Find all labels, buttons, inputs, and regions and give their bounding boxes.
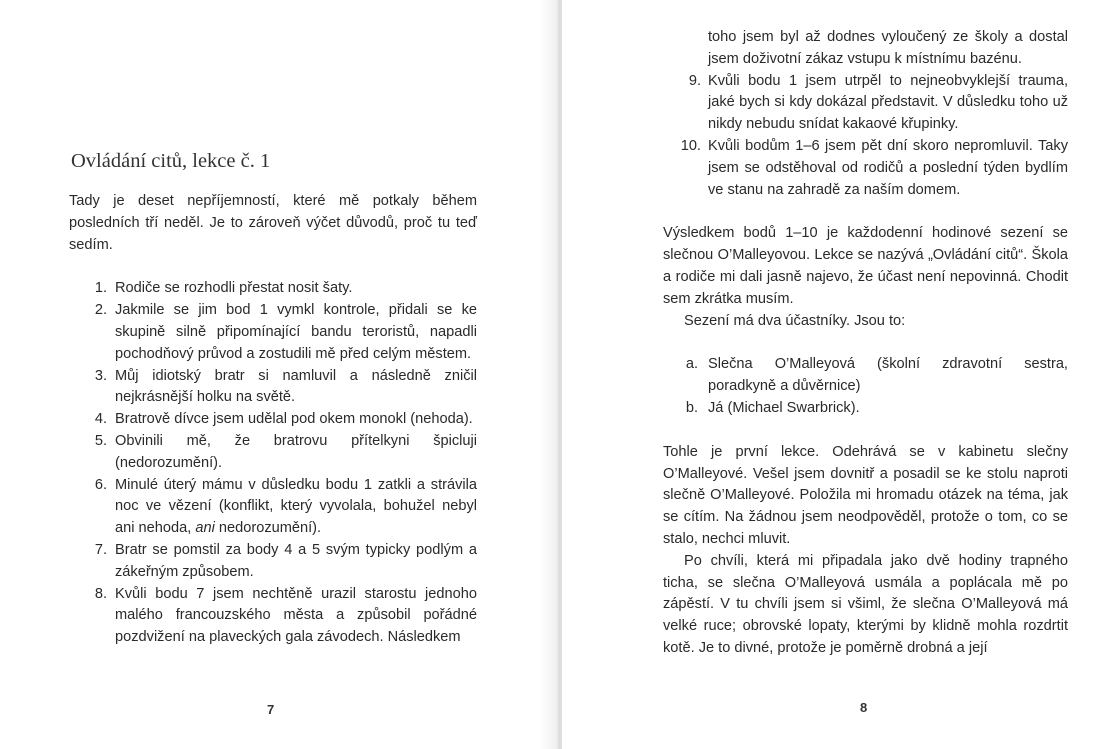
- list-item: [663, 354, 1068, 398]
- numbered-list: [69, 278, 477, 649]
- list-marker: 6.: [94, 476, 107, 493]
- spacer: [663, 420, 1068, 442]
- list-item-text: Já (Michael Swarbrick).: [708, 399, 860, 416]
- body-paragraph: Tohle je první lekce. Odehrává se v kabinetu slečny O’Malleyové. Vešel jsem dovnitř a posadil se ke stolu naproti slečně O’Malleyové. Položila mi hromadu otázek na téma, jak se cítím. Na žádnou jsem neodpověděl, protože o tom, co se stalo, nechci mluvit.: [663, 443, 1068, 547]
- list-item-text: Obvinili mě, že bratrovu přítelkyni špicluji (nedorozumění).: [115, 432, 477, 471]
- right-page-content: [663, 27, 1068, 660]
- intro-paragraph: Tady je deset nepříjemností, které mě potkaly během posledních tří neděl. Je to zároveň výčet důvodů, proč tu teď sedím.: [69, 193, 477, 253]
- list-marker: 1.: [94, 280, 107, 297]
- list-item-text: Jakmile se jim bod 1 vymkl kontrole, přidali se ke skupině silně připomínající bandu teroristů, napadli pochodňový průvod a zostudili mě před celým městem.: [115, 302, 477, 362]
- page-number-right: 8: [860, 700, 868, 715]
- list-item-text: toho jsem byl až dodnes vyloučený ze školy a dostal jsem doživotní zákaz vstupu k místnímu bazénu.: [708, 29, 1068, 67]
- left-page-content: [69, 150, 477, 649]
- list-item: [663, 398, 1068, 420]
- list-item: [69, 278, 477, 300]
- list-marker: a.: [685, 356, 698, 373]
- list-marker: b.: [685, 399, 698, 416]
- list-item-text: Bratr se pomstil za body 4 a 5 svým typicky podlým a zákeřným způsobem.: [115, 541, 477, 580]
- list-item-text: Kvůli bodům 1–6 jsem pět dní skoro nepromluvil. Taky jsem se odstěhoval od rodičů a poslední týden bydlím ve stanu na zahradě za naším domem.: [708, 137, 1068, 198]
- spacer: [663, 201, 1068, 223]
- list-marker: 7.: [94, 541, 107, 558]
- lettered-list: [663, 354, 1068, 419]
- list-marker: 3.: [94, 367, 107, 384]
- list-item-text: [115, 477, 477, 537]
- spacer: [663, 332, 1068, 354]
- list-item-text: Bratrově dívce jsem udělal pod okem monokl (nehoda).: [115, 411, 473, 428]
- list-item: [663, 71, 1068, 136]
- list-item: [663, 136, 1068, 201]
- list-item-text: Kvůli bodu 7 jsem nechtěně urazil starostu jednoho malého francouzského města a způsobil pořádné pozdvižení na plaveckých gala závodech. Následkem: [115, 585, 477, 646]
- list-item: [69, 300, 477, 365]
- list-item: [69, 409, 477, 431]
- list-item-text-before: Minulé úterý mámu v důsledku bodu 1 zatkli a strávila noc ve vězení (konflikt, který vyvolala, bohužel nebyl ani nehoda,: [115, 476, 477, 537]
- list-marker: 2.: [94, 302, 107, 319]
- list-item: [69, 584, 477, 649]
- body-paragraph: Po chvíli, která mi připadala jako dvě hodiny trapného ticha, se slečna O’Malleyová usmála a poplácala mě po zápěstí. V tu chvíli jsem si všiml, že slečna O’Malleyová má velké ruce; obrovské lopaty, kterými by klidně mohla rozdrtit kotě. Je to divné, protože je poměrně drobná a její: [663, 552, 1068, 656]
- chapter-title: Ovládání citů, lekce č. 1: [71, 150, 271, 172]
- list-item-text: Kvůli bodu 1 jsem utrpěl to nejneobvyklejší trauma, jaké bych si kdy dokázal představit. V důsledku toho už nikdy nebudu snídat kakaové křupinky.: [708, 72, 1068, 133]
- list-marker: 5.: [94, 432, 107, 449]
- list-item: [69, 475, 477, 540]
- list-item: [69, 431, 477, 475]
- list-marker: 4.: [94, 411, 107, 428]
- spacer: [69, 256, 477, 278]
- list-item-text: Slečna O’Malleyová (školní zdravotní sestra, poradkyně a důvěrnice): [708, 356, 1068, 395]
- list-marker: 8.: [94, 585, 107, 602]
- list-item-text: Rodiče se rozhodli přestat nosit šaty.: [115, 280, 353, 297]
- list-item: [69, 366, 477, 410]
- body-paragraph: Sezení má dva účastníky. Jsou to:: [684, 312, 906, 329]
- list-item-text-after: nedorozumění).: [214, 520, 322, 537]
- list-item-text: Můj idiotský bratr si namluvil a následně zničil nejkrásnější holku na světě.: [115, 367, 477, 406]
- body-paragraph: Výsledkem bodů 1–10 je každodenní hodinové sezení se slečnou O’Malleyovou. Lekce se nazývá „Ovládání citů“. Škola a rodiče mi dali jasně najevo, že účast není nepovinná. Chodit sem zkrátka musím.: [663, 225, 1068, 307]
- right-page: [562, 0, 1103, 749]
- list-item-continuation: [663, 27, 1068, 71]
- numbered-list-continued: [663, 27, 1068, 201]
- list-marker: 9.: [688, 72, 701, 89]
- list-marker: 10.: [680, 137, 701, 154]
- list-item: [69, 540, 477, 584]
- page-number-left: 7: [267, 702, 275, 717]
- emphasized-word: ani: [195, 520, 215, 537]
